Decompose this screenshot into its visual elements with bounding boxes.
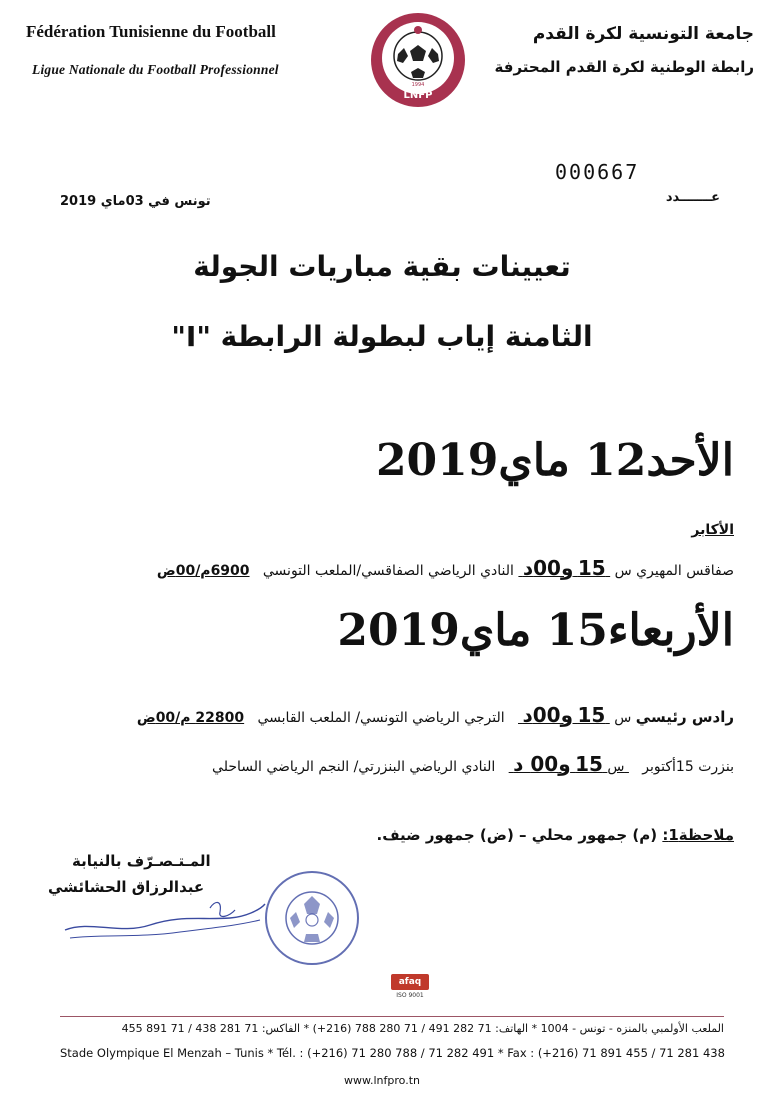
match-city: رادس رئيسي (635, 708, 734, 726)
document-number: 000667 (555, 160, 640, 184)
document-date: تونس في 03ماي 2019 (60, 194, 211, 209)
signatory-name: عبدالرزاق الحشائشي (48, 878, 205, 896)
match-teams: النادي الرياضي البنزرتي/ النجم الرياضي الساحلي (212, 759, 496, 775)
footer-divider (60, 1016, 724, 1017)
federation-title-ar: جامعة التونسية لكرة القدم (532, 24, 754, 44)
match-audience: 6900م/00ض (156, 563, 250, 579)
document-title-line2: الثامنة إياب لبطولة الرابطة "I" (171, 320, 593, 353)
afaq-label: afaq (391, 974, 429, 990)
federation-title-fr: Fédération Tunisienne du Football (26, 22, 276, 41)
afaq-badge (391, 974, 429, 1016)
league-subtitle-ar: رابطة الوطنية لكرة القدم المحترفة (494, 58, 754, 76)
league-subtitle-fr: Ligue Nationale du Football Professionnel (32, 62, 279, 77)
iso-label: ISO 9001 (396, 992, 424, 999)
match-city: بنزرت 15أكتوبر (642, 759, 734, 775)
logo-text: LNFP (403, 90, 433, 101)
footer-website: www.lnfpro.tn (344, 1074, 420, 1087)
match-time-prefix: س (614, 710, 632, 726)
day1-heading: الأحد12 ماي2019 (375, 435, 734, 486)
match-row (212, 752, 734, 776)
number-label: عـــــــدد (665, 190, 720, 205)
official-stamp-icon (262, 868, 362, 968)
match-city: صفاقس المهيري (636, 563, 734, 579)
match-teams: الترجي الرياضي التونسي/ الملعب القابسي (257, 710, 505, 726)
document-title-line1: تعيينات بقية مباريات الجولة (193, 250, 571, 283)
match-time-prefix: س (614, 563, 632, 579)
signatory-role: المـتـصـرّف بالنيابة (72, 852, 211, 870)
match-time: س 15 و00 د (513, 752, 625, 776)
match-teams: النادي الرياضي الصفاقسي/الملعب التونسي (262, 563, 514, 579)
category-label: الأكابر (691, 522, 734, 538)
footer-address-fr: Stade Olympique El Menzah – Tunis * Tél. : (+216) 71 280 788 / 71 282 491 * Fax : (+216) 71 891 455 / 71 281 438 (60, 1046, 725, 1060)
footer-address-ar: الملعب الأولمبي بالمنزه - تونس - 1004 * الهاتف: 71 282 491 / 71 280 788 (216+) * الفاكس: 71 281 438 / 71 891 455 (121, 1022, 724, 1035)
logo-year: 1994 (411, 82, 425, 88)
match-time: 15 و00د (522, 703, 606, 727)
match-time: 15 و00د (522, 556, 606, 580)
lnfp-logo-icon (368, 10, 468, 110)
handwritten-signature-icon (60, 890, 270, 950)
match-audience: 22800 م/00ض (136, 710, 245, 726)
day2-heading: الأربعاء15 ماي2019 (337, 605, 734, 656)
match-row (157, 556, 734, 580)
note-label: ملاحظة1: (662, 826, 734, 844)
note-text: (م) جمهور محلي – (ض) جمهور ضيف. (376, 826, 658, 844)
note (377, 826, 735, 844)
match-row (137, 703, 734, 727)
